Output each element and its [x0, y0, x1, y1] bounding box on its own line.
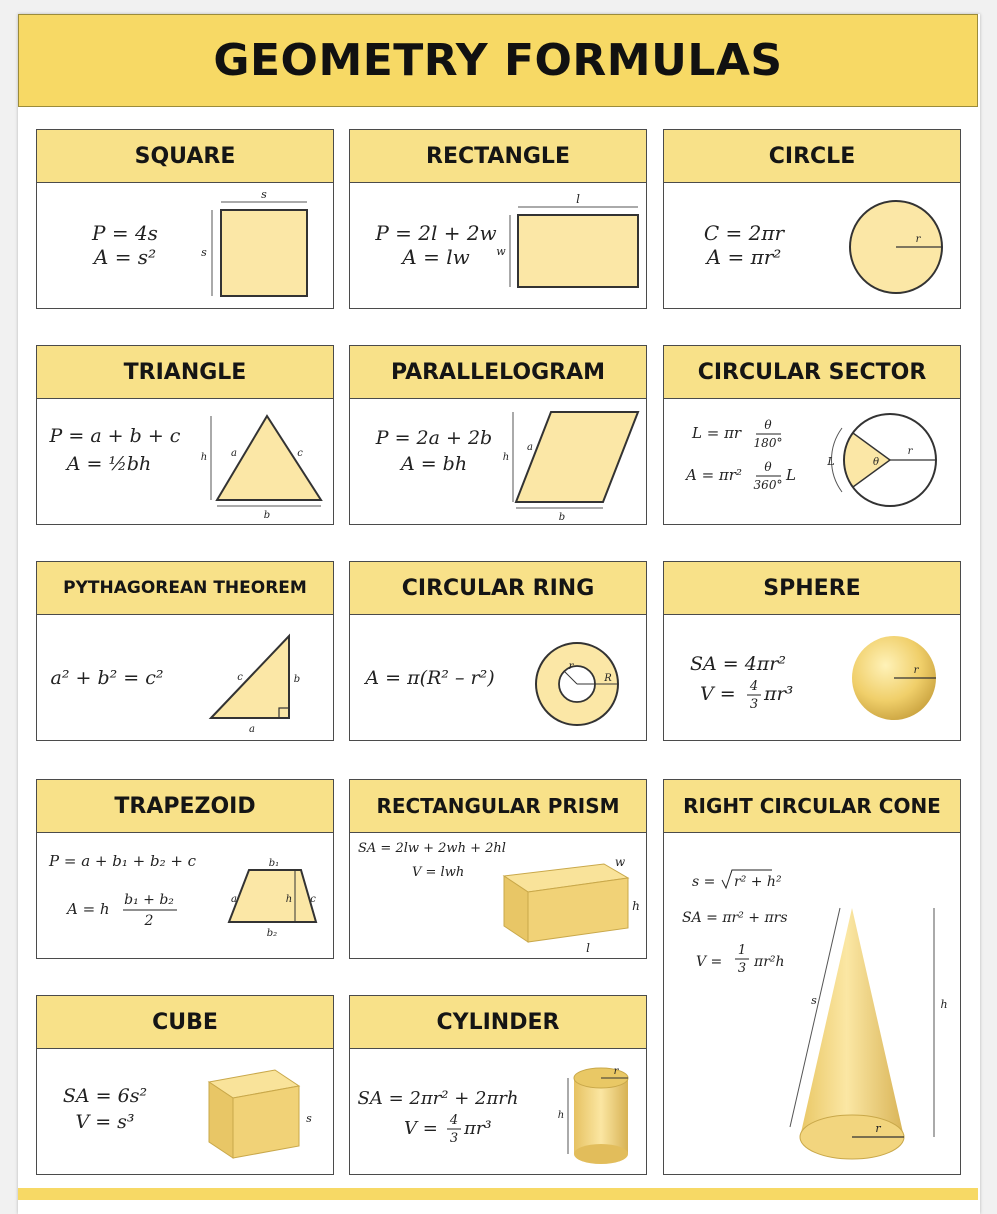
label-r: r — [568, 661, 574, 672]
card-title: RECTANGULAR PRISM — [350, 780, 646, 833]
label-a: a — [249, 724, 255, 735]
label-h: h — [632, 899, 640, 913]
label-h: h — [502, 452, 510, 463]
formula-area-num: θ — [764, 460, 772, 474]
square-shape — [221, 210, 307, 296]
formula-arc-length-lhs: L = πr — [692, 424, 742, 442]
formula-arc-num: θ — [764, 418, 772, 432]
formula-volume-lhs: V = — [696, 954, 723, 970]
bottom-border-strip — [18, 1188, 978, 1200]
formula-area: A = πr² — [706, 245, 782, 269]
formula-pythagorean: a² + b² = c² — [50, 667, 164, 689]
formula-area-den: 2 — [144, 913, 154, 929]
card-right-circular-cone — [663, 779, 961, 1175]
label-h: h — [557, 1110, 565, 1121]
label-s: s — [811, 994, 817, 1007]
label-a: a — [527, 442, 533, 453]
card-square — [36, 129, 334, 309]
sector-body — [664, 398, 960, 524]
formula-area-lhs: A = πr² — [686, 466, 742, 484]
label-b1: b₁ — [268, 858, 280, 869]
cylinder-bottom — [574, 1144, 628, 1164]
card-title: CIRCLE — [664, 130, 960, 183]
card-circular-ring — [349, 561, 647, 741]
formula-slant-lhs: s = — [692, 874, 716, 890]
label-theta: θ — [872, 457, 880, 468]
card-rectangle — [349, 129, 647, 309]
formula-perimeter: P = 4s — [92, 221, 158, 245]
label-c: c — [237, 672, 243, 683]
label-b: b — [293, 674, 301, 685]
formula-volume-den: 3 — [449, 1131, 459, 1146]
page-title: GEOMETRY FORMULAS — [213, 35, 783, 86]
card-parallelogram — [349, 345, 647, 525]
card-trapezoid — [36, 779, 334, 959]
formula-surface-area: SA = 2πr² + 2πrh — [357, 1088, 519, 1109]
card-title: CIRCULAR SECTOR — [664, 346, 960, 399]
formula-volume-num: 4 — [749, 679, 759, 694]
formula-volume-den: 3 — [749, 697, 759, 712]
label-b: b — [558, 512, 566, 523]
formula-area: A = lw — [402, 245, 470, 269]
formula-arc-den: 180° — [753, 436, 783, 450]
cylinder-body — [350, 1048, 646, 1174]
trapezoid-body — [37, 832, 333, 958]
label-b2: b₂ — [266, 928, 278, 939]
formula-surface-area: SA = 4πr² — [689, 653, 787, 675]
pythagorean-body — [37, 614, 333, 740]
label-s: s — [306, 1112, 312, 1125]
formula-circumference: C = 2πr — [703, 221, 785, 245]
card-pythagorean-theorem — [36, 561, 334, 741]
label-c: c — [297, 448, 303, 459]
cube-front-face — [233, 1086, 299, 1158]
card-rectangular-prism — [349, 779, 647, 959]
formula-surface-area: SA = 6s² — [62, 1085, 148, 1107]
formula-volume-lhs: V = — [700, 683, 736, 705]
formula-volume-rhs: πr³ — [464, 1118, 492, 1139]
formula-perimeter: P = a + b + c — [49, 425, 181, 447]
card-title: TRAPEZOID — [37, 780, 333, 833]
parallelogram-body — [350, 398, 646, 524]
cube-body — [37, 1048, 333, 1174]
card-cylinder — [349, 995, 647, 1175]
formula-area: A = ½bh — [66, 453, 152, 475]
card-title: PARALLELOGRAM — [350, 346, 646, 399]
label-r: r — [915, 234, 921, 245]
formula-volume-den: 3 — [737, 961, 747, 976]
cylinder-body-shape — [574, 1078, 628, 1154]
label-b: b — [263, 510, 271, 521]
card-triangle — [36, 345, 334, 525]
label-s-top: s — [261, 188, 267, 201]
label-R: R — [604, 673, 612, 684]
formula-ring-area: A = π(R² – r²) — [365, 667, 495, 689]
formula-volume-rhs: πr³ — [764, 683, 794, 705]
label-r: r — [875, 1122, 881, 1135]
card-title: CYLINDER — [350, 996, 646, 1049]
rectangle-body — [350, 182, 646, 308]
label-r: r — [907, 446, 913, 457]
label-h: h — [285, 894, 293, 905]
card-circle — [663, 129, 961, 309]
parallelogram-shape — [516, 412, 638, 502]
card-sphere — [663, 561, 961, 741]
label-c: c — [310, 894, 316, 905]
label-L: L — [827, 455, 835, 468]
label-l: l — [586, 941, 590, 955]
formula-area-rhs: L — [786, 466, 796, 484]
label-w: w — [614, 855, 626, 869]
formula-volume-rhs: πr²h — [754, 954, 785, 970]
label-a: a — [231, 448, 237, 459]
ring-body — [350, 614, 646, 740]
card-title: CUBE — [37, 996, 333, 1049]
square-body — [37, 182, 333, 308]
formula-surface-area: SA = πr² + πrs — [682, 910, 788, 926]
trapezoid-shape — [229, 870, 316, 922]
formula-slant-radicand: r² + h² — [734, 874, 782, 890]
formula-volume-num: 1 — [737, 943, 747, 958]
label-l: l — [576, 192, 580, 206]
triangle-body — [37, 398, 333, 524]
formula-volume-num: 4 — [449, 1113, 459, 1128]
formula-volume: V = s³ — [75, 1111, 135, 1133]
formula-volume: V = lwh — [412, 865, 465, 880]
label-r: r — [613, 1066, 619, 1077]
formula-area: A = bh — [400, 453, 468, 475]
formula-volume-lhs: V = — [404, 1118, 438, 1139]
formula-perimeter: P = 2l + 2w — [375, 221, 497, 245]
formula-area-lhs: A = h — [67, 900, 110, 918]
label-w: w — [496, 245, 506, 258]
right-triangle-shape — [211, 636, 289, 718]
card-title: SPHERE — [664, 562, 960, 615]
formula-area-den: 360° — [753, 478, 783, 492]
card-cube — [36, 995, 334, 1175]
cone-body — [664, 832, 960, 1174]
card-title: RIGHT CIRCULAR CONE — [664, 780, 960, 833]
formula-area: A = s² — [93, 245, 157, 269]
formula-area-num: b₁ + b₂ — [124, 892, 174, 908]
label-a: a — [231, 894, 237, 905]
formula-perimeter: P = 2a + 2b — [375, 427, 493, 449]
label-r: r — [913, 665, 919, 676]
prism-body — [350, 832, 646, 958]
label-s-side: s — [201, 246, 207, 259]
formula-perimeter: P = a + b₁ + b₂ + c — [49, 852, 197, 870]
card-title: CIRCULAR RING — [350, 562, 646, 615]
label-h: h — [200, 452, 208, 463]
card-title: RECTANGLE — [350, 130, 646, 183]
rectangle-shape — [518, 215, 638, 287]
card-circular-sector — [663, 345, 961, 525]
label-h: h — [940, 998, 948, 1011]
card-title: TRIANGLE — [37, 346, 333, 399]
title-banner — [18, 14, 978, 107]
circle-body — [664, 182, 960, 308]
sphere-body — [664, 614, 960, 740]
formula-surface-area: SA = 2lw + 2wh + 2hl — [358, 841, 506, 856]
card-title: PYTHAGOREAN THEOREM — [37, 562, 333, 615]
card-title: SQUARE — [37, 130, 333, 183]
